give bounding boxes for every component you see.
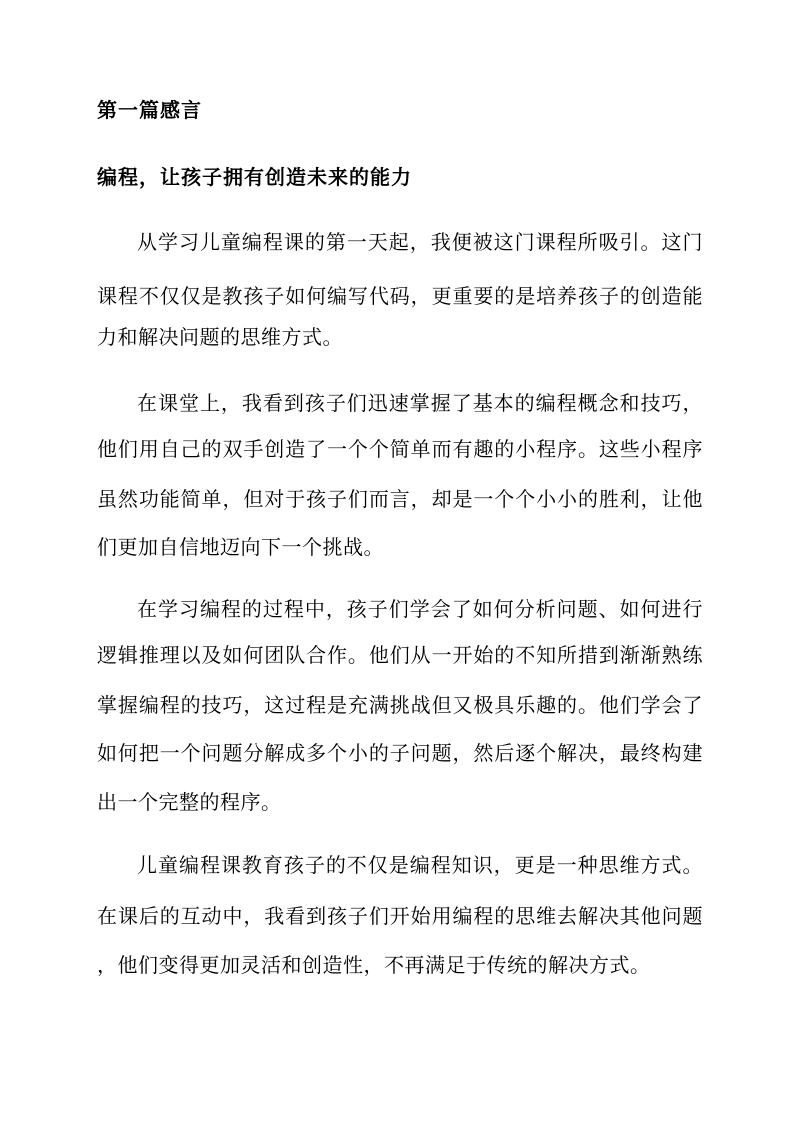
paragraph-line: 们更加自信地迈向下一个挑战。 — [97, 535, 384, 559]
paragraph-line: 如何把一个问题分解成多个小的子问题，然后逐个解决，最终构建 — [97, 741, 703, 765]
paragraph-line: 在学习编程的过程中，孩子们学会了如何分析问题、如何进行 — [137, 597, 703, 621]
essay-title: 编程，让孩子拥有创造未来的能力 — [97, 165, 412, 189]
paragraph-line: 掌握编程的技巧，这过程是充满挑战但又极具乐趣的。他们学会了 — [97, 693, 703, 717]
paragraph-line: 儿童编程课教育孩子的不仅是编程知识，更是一种思维方式。 — [137, 853, 703, 877]
paragraph-line: 逻辑推理以及如何团队合作。他们从一开始的不知所措到渐渐熟练 — [97, 643, 703, 667]
paragraph-line: 从学习儿童编程课的第一天起，我便被这门课程所吸引。这门 — [137, 230, 703, 254]
section-title: 第一篇感言 — [97, 98, 202, 122]
paragraph-line: 在课后的互动中，我看到孩子们开始用编程的思维去解决其他问题 — [97, 904, 703, 928]
paragraph-line: 力和解决问题的思维方式。 — [97, 325, 343, 349]
paragraph-line: ，他们变得更加灵活和创造性，不再满足于传统的解决方式。 — [97, 953, 651, 977]
paragraph-line: 出一个完整的程序。 — [97, 790, 282, 814]
paragraph-line: 在课堂上，我看到孩子们迅速掌握了基本的编程概念和技巧， — [137, 391, 703, 415]
paragraph-line: 课程不仅仅是教孩子如何编写代码，更重要的是培养孩子的创造能 — [97, 284, 703, 308]
paragraph-line: 他们用自己的双手创造了一个个简单而有趣的小程序。这些小程序 — [97, 437, 703, 461]
paragraph-line: 虽然功能简单，但对于孩子们而言，却是一个个小小的胜利，让他 — [97, 487, 703, 511]
